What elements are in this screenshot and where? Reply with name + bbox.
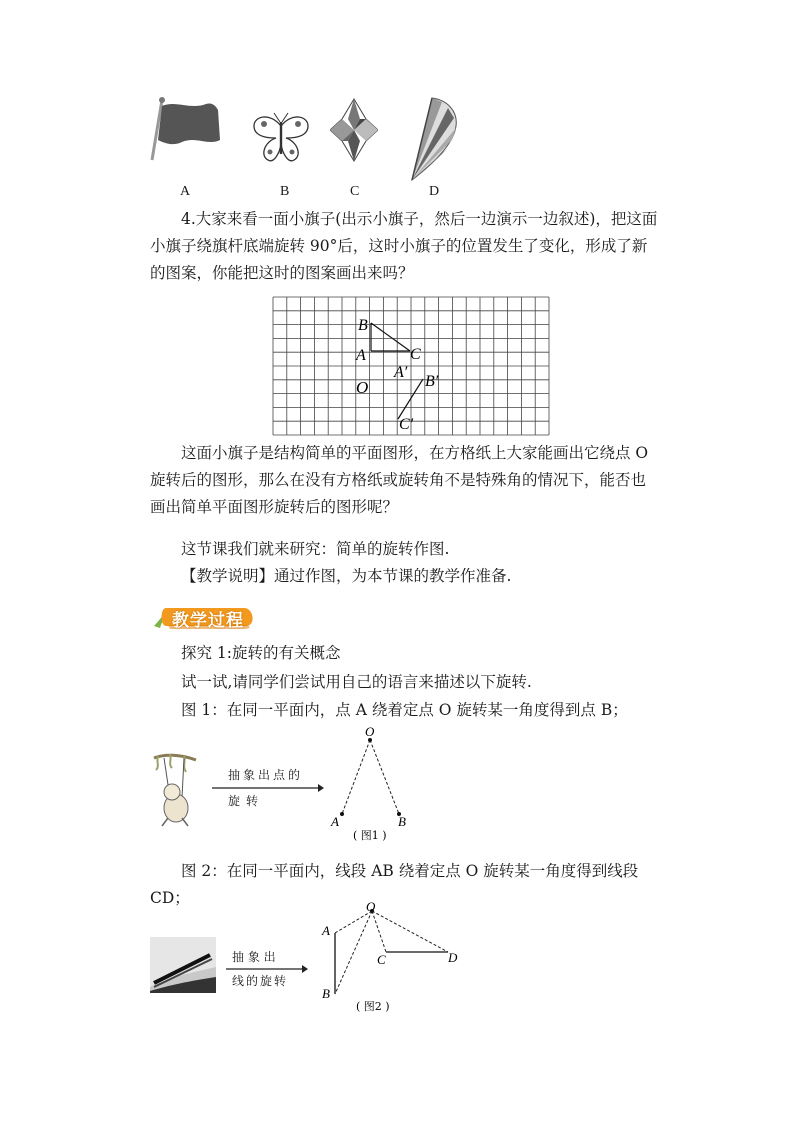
- figure-1-description: 图 1：在同一平面内，点 A 绕着定点 O 旋转某一角度得到点 B；: [181, 701, 628, 719]
- figure-2-label-d: D: [448, 950, 458, 965]
- figure-1-label-b: B: [398, 814, 406, 829]
- figure-1-segment-oa: [342, 740, 370, 814]
- grid-label-a: A: [356, 347, 366, 364]
- grid-label-b-prime: B′: [425, 373, 439, 390]
- figure-1-diagram: [325, 726, 425, 846]
- paragraph-teaching-note: 【教学说明】通过作图，为本节课的教学作准备.: [181, 567, 512, 585]
- badge-title: 教学过程: [172, 611, 244, 631]
- choice-b-label: B: [280, 184, 290, 199]
- figure-2-label-o: O: [366, 899, 376, 914]
- grid-lines: [273, 297, 549, 435]
- figure-2-caption: ( 图2 ): [356, 1000, 390, 1013]
- grid-label-c: C: [410, 346, 421, 363]
- rotated-flag-edge: [398, 379, 423, 419]
- figure-1-arrow-top-text: 抽象出点的: [228, 768, 304, 782]
- paragraph-lesson-topic: 这节课我们就来研究：简单的旋转作图.: [181, 540, 450, 558]
- choice-c-label: C: [350, 184, 360, 199]
- figure-1-arrow-bottom-text: 旋转: [228, 794, 265, 808]
- rotation-grid-figure: [272, 296, 550, 436]
- figure-2-arrow-bottom-text: 线的旋转: [232, 974, 289, 988]
- choice-a-label: A: [180, 184, 191, 199]
- grid-label-a-prime: A′: [394, 364, 408, 381]
- paragraph-rotation-intro: 这面小旗子是结构简单的平面图形，在方格纸上大家能画出它绕点 O 旋转后的图形，那么在没有方格纸或旋转角不是特殊角的情况下，能否也画出简单平面图形旋转后的图形呢？: [150, 444, 649, 516]
- figure-2-label-b: B: [322, 986, 330, 1001]
- butterfly-picture: [250, 110, 312, 166]
- figure-2-label-c: C: [377, 952, 386, 967]
- wiper-picture: [150, 937, 216, 993]
- section-badge: [150, 604, 262, 630]
- grid-label-b: B: [358, 317, 368, 334]
- explore-1-title: 探究 1:旋转的有关概念: [181, 644, 341, 662]
- figure-1-segment-ob: [370, 740, 399, 814]
- flag-picture: [146, 96, 228, 164]
- star-picture: [330, 97, 378, 163]
- figure-2-description: 图 2：在同一平面内，线段 AB 绕着定点 O 旋转某一角度得到线段 CD；: [150, 862, 639, 907]
- grid-label-o: O: [356, 378, 369, 397]
- figure-1-label-a: A: [331, 814, 339, 829]
- figure-2-arrow-top-text: 抽 象 出: [232, 950, 276, 964]
- swing-picture: [150, 752, 200, 828]
- question-4-text: 4.大家来看一面小旗子(出示小旗子，然后一边演示一边叙述)，把这面小旗子绕旗杆底端旋转 90°后，这时小旗子的位置发生了变化，形成了新的图案，你能把这时的图案画出来吗？: [150, 210, 658, 282]
- flag-edge-bc: [371, 323, 410, 351]
- grid-label-c-prime: C′: [399, 416, 414, 433]
- figure-2-diagram: [318, 898, 468, 1018]
- fan-picture: [408, 96, 460, 182]
- choice-d-label: D: [429, 184, 440, 199]
- figure-1-label-o: O: [365, 726, 375, 739]
- try-it-text: 试一试,请同学们尝试用自己的语言来描述以下旋转.: [181, 673, 532, 691]
- figure-1-caption: ( 图1 ): [353, 829, 387, 842]
- figure-2-label-a: A: [322, 923, 330, 938]
- figure-1-point-a: [340, 812, 344, 816]
